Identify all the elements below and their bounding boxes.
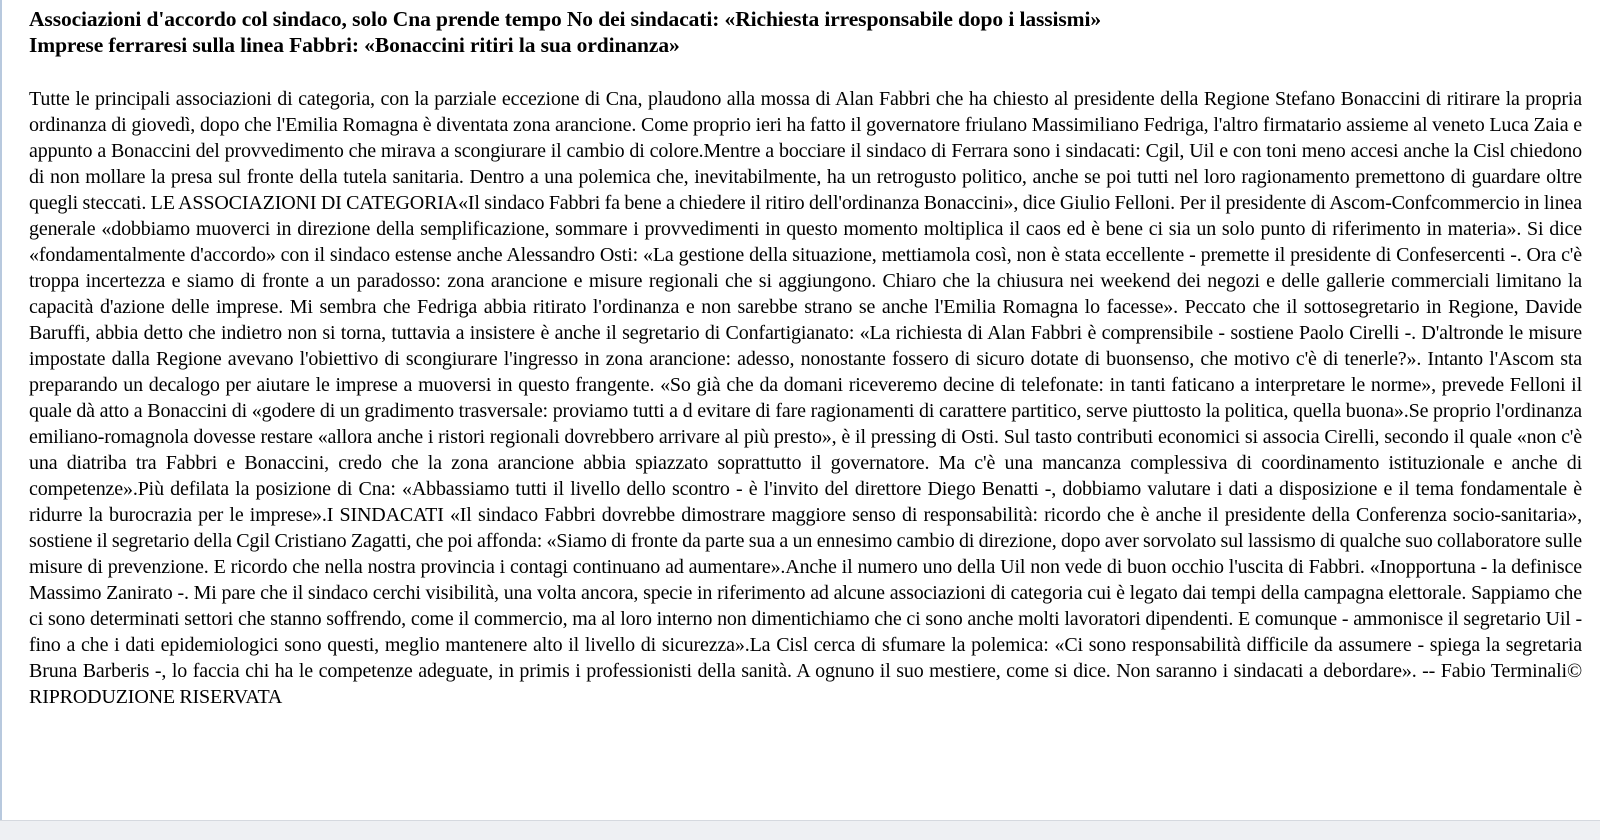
article-body: Tutte le principali associazioni di categoria, con la parziale eccezione di Cna, plaudono alla mossa di Alan Fabbri che ha chiesto al presidente della Regione Stefano Bonaccini di ritirare la propria ordinanza di giovedì, dopo che l'Emilia Romagna è diventata zona arancione. Come proprio ieri ha fatto il governatore friulano Massimiliano Fedriga, l'altro firmatario assieme al veneto Luca Zaia e appunto a Bonaccini del provvedimento che mirava a scongiurare il cambio di colore.Mentre a bocciare il sindaco di Ferrara sono i sindacati: Cgil, Uil e con toni meno accesi anche la Cisl chiedono di non mollare la presa sul fronte della tutela sanitaria. Dentro a una polemica che, inevitabilmente, ha un retrogusto politico, anche se poi tutti nel loro ragionamento premettono di guardare oltre quegli steccati. LE ASSOCIAZIONI DI CATEGORIA«Il sindaco Fabbri fa bene a chiedere il ritiro dell'ordinanza Bonaccini», dice Giulio Felloni. Per il presidente di Ascom-Confcommercio in linea generale «dobbiamo muoverci in direzione della semplificazione, sommare i provvedimenti in questo momento moltiplica il caos ed è bene ci sia un solo punto di riferimento in materia». Si dice «fondamentalmente d'accordo» con il sindaco estense anche Alessandro Osti: «La gestione della situazione, mettiamola così, non è stata eccellente - premette il presidente di Confesercenti -. Ora c'è troppa incertezza e siamo di fronte a un paradosso: zona arancione e misure regionali che si aggiungono. Chiaro che la chiusura nei weekend dei negozi e delle gallerie commerciali limitano la capacità d'azione delle imprese. Mi sembra che Fedriga abbia ritirato l'ordinanza e non sarebbe strano se anche l'Emilia Romagna lo facesse». Peccato che il sottosegretario in Regione, Davide Baruffi, abbia detto che indietro non si torna, tuttavia a insistere è anche il segretario di Confartigianato: «La richiesta di Alan Fabbri è comprensibile - sostiene Paolo Cirelli -. D'altronde le misure impostate dalla Regione avevano l'obiettivo di scongiurare l'ingresso in zona arancione: adesso, nonostante fossero di sicuro dotate di buonsenso, che motivo c'è di tenerle?». Intanto l'Ascom sta preparando un decalogo per aiutare le imprese a muoversi in questo frangente. «So già che da domani riceveremo decine di telefonate: in tanti faticano a interpretare le norme», prevede Felloni il quale dà atto a Bonaccini di «godere di un gradimento trasversale: proviamo tutti a d evitare di fare ragionamenti di carattere partitico, serve piuttosto la politica, quella buona».Se proprio l'ordinanza emiliano-romagnola dovesse restare «allora anche i ristori regionali dovrebbero arrivare al più presto», è il pressing di Osti. Sul tasto contributi economici si associa Cirelli, secondo il quale «non c'è una diatriba tra Fabbri e Bonaccini, credo che la zona arancione abbia spiazzato soprattutto il governatore. Ma c'è una mancanza complessiva di coordinamento istituzionale e anche di competenze».Più defilata la posizione di Cna: «Abbassiamo tutti il livello dello scontro - è l'invito del direttore Diego Benatti -, dobbiamo valutare i dati a disposizione e il tema fondamentale è ridurre la burocrazia per le imprese».I SINDACATI «Il sindaco Fabbri dovrebbe dimostrare maggiore senso di responsabilità: ricordo che è anche il presidente della Conferenza socio-sanitaria», sostiene il segretario della Cgil Cristiano Zagatti, che poi affonda: «Siamo di fronte da parte sua a un ennesimo cambio di direzione, dopo aver sorvolato sul lassismo di qualche suo collaboratore sulle misure di prevenzione. E ricordo che nella nostra provincia i contagi continuano ad aumentare».Anche il numero uno della Uil non vede di buon occhio l'uscita di Fabbri. «Inopportuna - la definisce Massimo Zanirato -. Mi pare che il sindaco cerchi visibilità, una volta ancora, specie in riferimento ad alcune associazioni di categoria cui è legato dai tempi della campagna elettorale. Sappiamo che ci sono determinati settori che stanno soffrendo, come il commercio, ma al loro interno non dimentichiamo che ci sono anche molti lavoratori dipendenti. E comunque - ammonisce il segretario Uil - fino a che i dati epidemiologici sono questi, meglio mantenere alto il livello di sicurezza».La Cisl cerca di sfumare la polemica: «Ci sono responsabilità difficile da assumere - spiega la segretaria Bruna Barberis -, lo faccia chi ha le competenze adeguate, in primis i professionisti della sanità. A ognuno il suo mestiere, come si dice. Non saranno i sindacati a debordare». -- Fabio Terminali© RIPRODUZIONE RISERVATA <box>29 88 1582 708</box>
headline-line-1: Associazioni d'accordo col sindaco, solo Cna prende tempo No dei sindacati: «Richiesta irresponsabile dopo i lassismi» <box>29 7 1102 31</box>
headline <box>29 6 1582 58</box>
article <box>29 6 1582 710</box>
bottom-bar <box>0 820 1600 840</box>
headline-line-2: Imprese ferraresi sulla linea Fabbri: «Bonaccini ritiri la sua ordinanza» <box>29 33 680 57</box>
